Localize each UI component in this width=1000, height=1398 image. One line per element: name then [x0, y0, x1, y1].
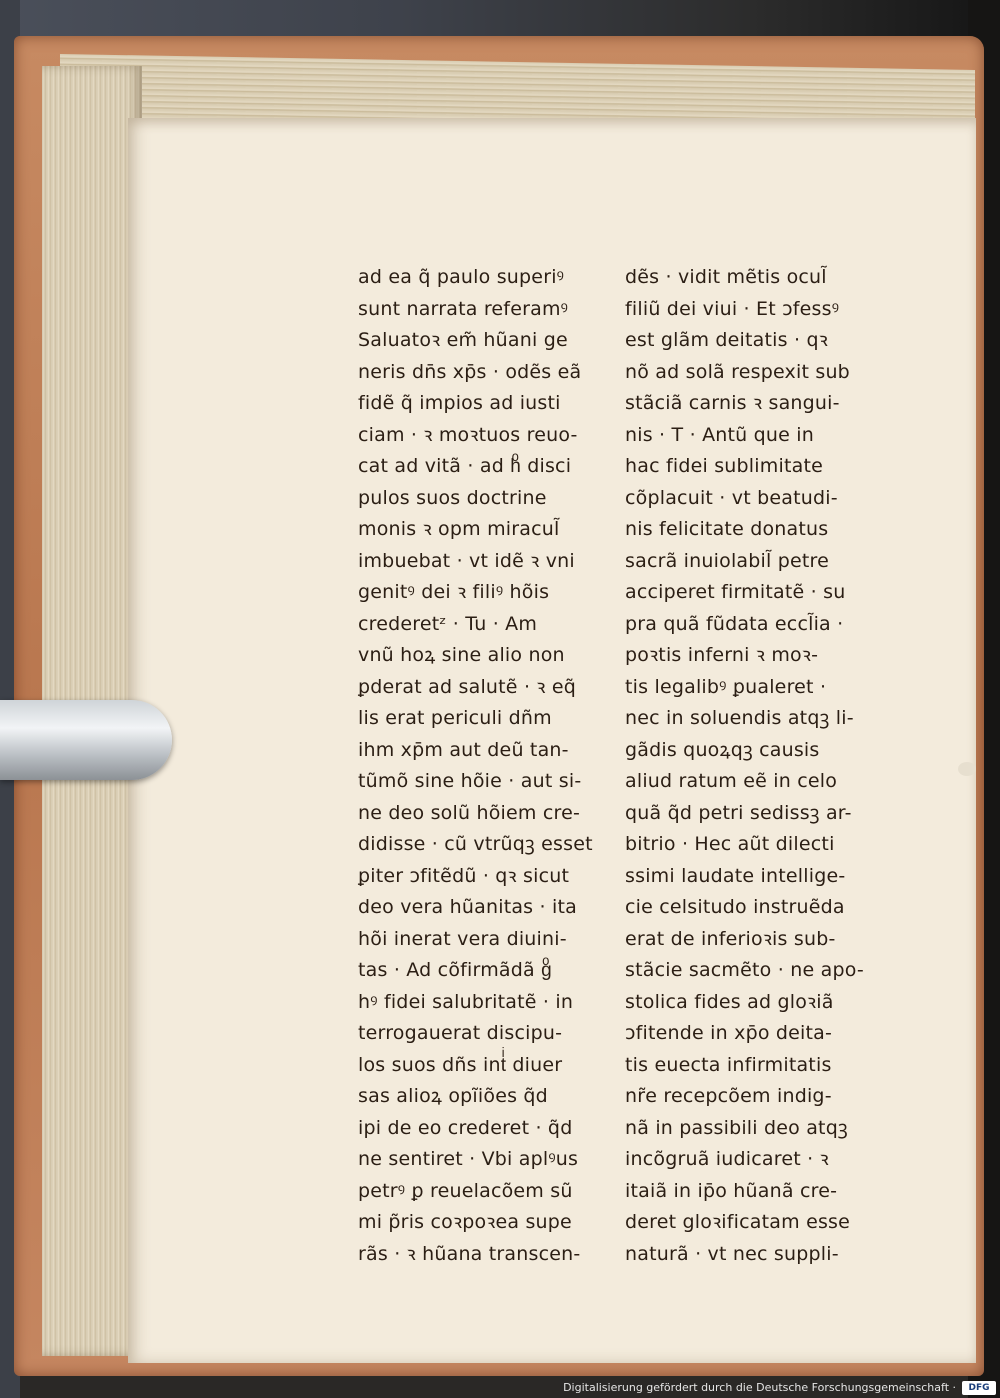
text-line: deret gloꝛificatam esse: [625, 1211, 851, 1233]
text-line: Saluatoꝛ em̃ hũani ge: [358, 329, 568, 351]
text-line: poꝛtis inferni ꝛ moꝛ-: [625, 644, 819, 666]
text-line: hꝰ fidei salubritatẽ · in: [358, 990, 574, 1013]
text-line: est glãm deitatis · qꝛ: [625, 329, 828, 351]
text-line: filiũ dei viui · Et ↄfessꝰ: [625, 297, 840, 320]
text-line: stãcie sacmẽto · ne apo-: [625, 959, 864, 981]
page-holder-clip: [0, 700, 172, 780]
text-line: ciam · ꝛ moꝛtuos reuo-: [358, 423, 578, 446]
text-line: ssimi laudate intellige-: [625, 864, 846, 887]
text-line: dẽs · vidit mẽtis ocul̃: [625, 266, 827, 288]
text-line: ꝑderat ad salutẽ · ꝛ eq̃: [358, 675, 577, 698]
text-line: stãciã carnis ꝛ sangui-: [625, 392, 840, 414]
text-line: cat ad vitã · ad hͦ disci: [358, 455, 572, 477]
text-line: bitrio · Hec aũt dilecti: [625, 833, 835, 855]
text-line: nis felicitate donatus: [625, 518, 829, 540]
text-line: sacrã inuiolabil̃ petre: [625, 549, 830, 572]
text-line: acciperet firmitatẽ · su: [625, 581, 846, 603]
text-line: cie celsitudo instruẽda: [625, 896, 845, 918]
text-line: itaiã in ip̄o hũanã cre-: [625, 1179, 838, 1202]
text-line: nã in passibili deo atqꝫ: [625, 1116, 848, 1139]
text-line: terrogauerat discipu-: [358, 1022, 563, 1044]
text-line: tas · Ad cõfirmãdã gͦ: [358, 959, 552, 981]
text-line: fidẽ q̃ impios ad iusti: [358, 392, 561, 414]
text-line: neris dn̄s xp̄s · odẽs eã: [358, 360, 582, 383]
text-line: deo vera hũanitas · ita: [358, 896, 577, 918]
scanner-backdrop-top: [0, 0, 1000, 40]
text-line: ipi de eo crederet · q̃d: [358, 1116, 573, 1139]
text-line: sunt narrata referamꝰ: [358, 297, 569, 320]
text-line: erat de inferioꝛis sub-: [625, 927, 836, 950]
text-line: rãs · ꝛ hũana transcen-: [358, 1242, 581, 1265]
footer-credit: Digitalisierung gefördert durch die Deutsche Forschungsgemeinschaft ·: [563, 1381, 956, 1394]
text-line: nis · T · Antũ que in: [625, 423, 814, 446]
text-line: pulos suos doctrine: [358, 486, 547, 509]
text-line: ihm xp̄m aut deũ tan-: [358, 738, 569, 761]
dfg-logo-icon: DFG: [962, 1381, 996, 1395]
text-line: mi p̃ris coꝛpoꝛea supe: [358, 1211, 572, 1233]
text-line: quã q̃d petri sedissꝫ ar-: [625, 801, 852, 824]
text-line: los suos dñs intͥ diuer: [358, 1053, 563, 1076]
text-column-left: [358, 262, 603, 1270]
text-line: tis euecta infirmitatis: [625, 1053, 832, 1076]
text-line: aliud ratum eẽ in celo: [625, 770, 838, 792]
text-line: hõi inerat vera diuini-: [358, 927, 567, 950]
text-line: stolica fides ad gloꝛiã: [625, 990, 834, 1013]
text-line: lis erat periculi dñm: [358, 707, 552, 729]
text-line: hac fidei sublimitate: [625, 455, 823, 477]
text-line: nec in soluendis atqꝫ li-: [625, 707, 854, 729]
text-line: nõ ad solã respexit sub: [625, 360, 850, 383]
text-line: nr̃e recepcõem indig-: [625, 1085, 832, 1107]
text-line: vnũ hoꝝ sine alio non: [358, 644, 565, 666]
text-line: tũmõ sine hõie · aut si-: [358, 770, 582, 792]
paper-fleck: [958, 762, 976, 776]
text-line: incõgruã iudicaret · ꝛ: [625, 1148, 829, 1170]
text-line: didisse · cũ vtrũqꝫ esset: [358, 833, 593, 855]
text-line: ꝑiter ↄfitẽdũ · qꝛ sicut: [358, 864, 570, 887]
text-line: monis ꝛ opm miracul̃: [358, 518, 560, 540]
text-line: naturã · vt nec suppli-: [625, 1242, 839, 1265]
text-line: ad ea q̃ paulo superiꝰ: [358, 266, 565, 288]
text-line: pra quã fũdata eccl̃ia ·: [625, 612, 844, 635]
text-line: ne sentiret · Vbi aplꝰus: [358, 1148, 579, 1170]
text-line: ↄfitende in xp̄o deita-: [625, 1022, 833, 1044]
text-line: sas alioꝝ opĩiões q̃d: [358, 1085, 548, 1107]
text-line: genitꝰ dei ꝛ filiꝰ hõis: [358, 581, 550, 603]
text-line: gãdis quoꝝqꝫ causis: [625, 738, 820, 761]
text-line: imbuebat · vt idẽ ꝛ vni: [358, 549, 575, 572]
text-line: petrꝰ ꝑ reuelacõem sũ: [358, 1179, 573, 1202]
text-line: tis legalibꝰ ꝑualeret ·: [625, 675, 827, 698]
text-line: ne deo solũ hõiem cre-: [358, 801, 581, 824]
text-column-right: [625, 262, 870, 1270]
text-line: crederetᶻ · Tu · Am: [358, 612, 538, 635]
text-line: cõplacuit · vt beatudi-: [625, 486, 838, 509]
